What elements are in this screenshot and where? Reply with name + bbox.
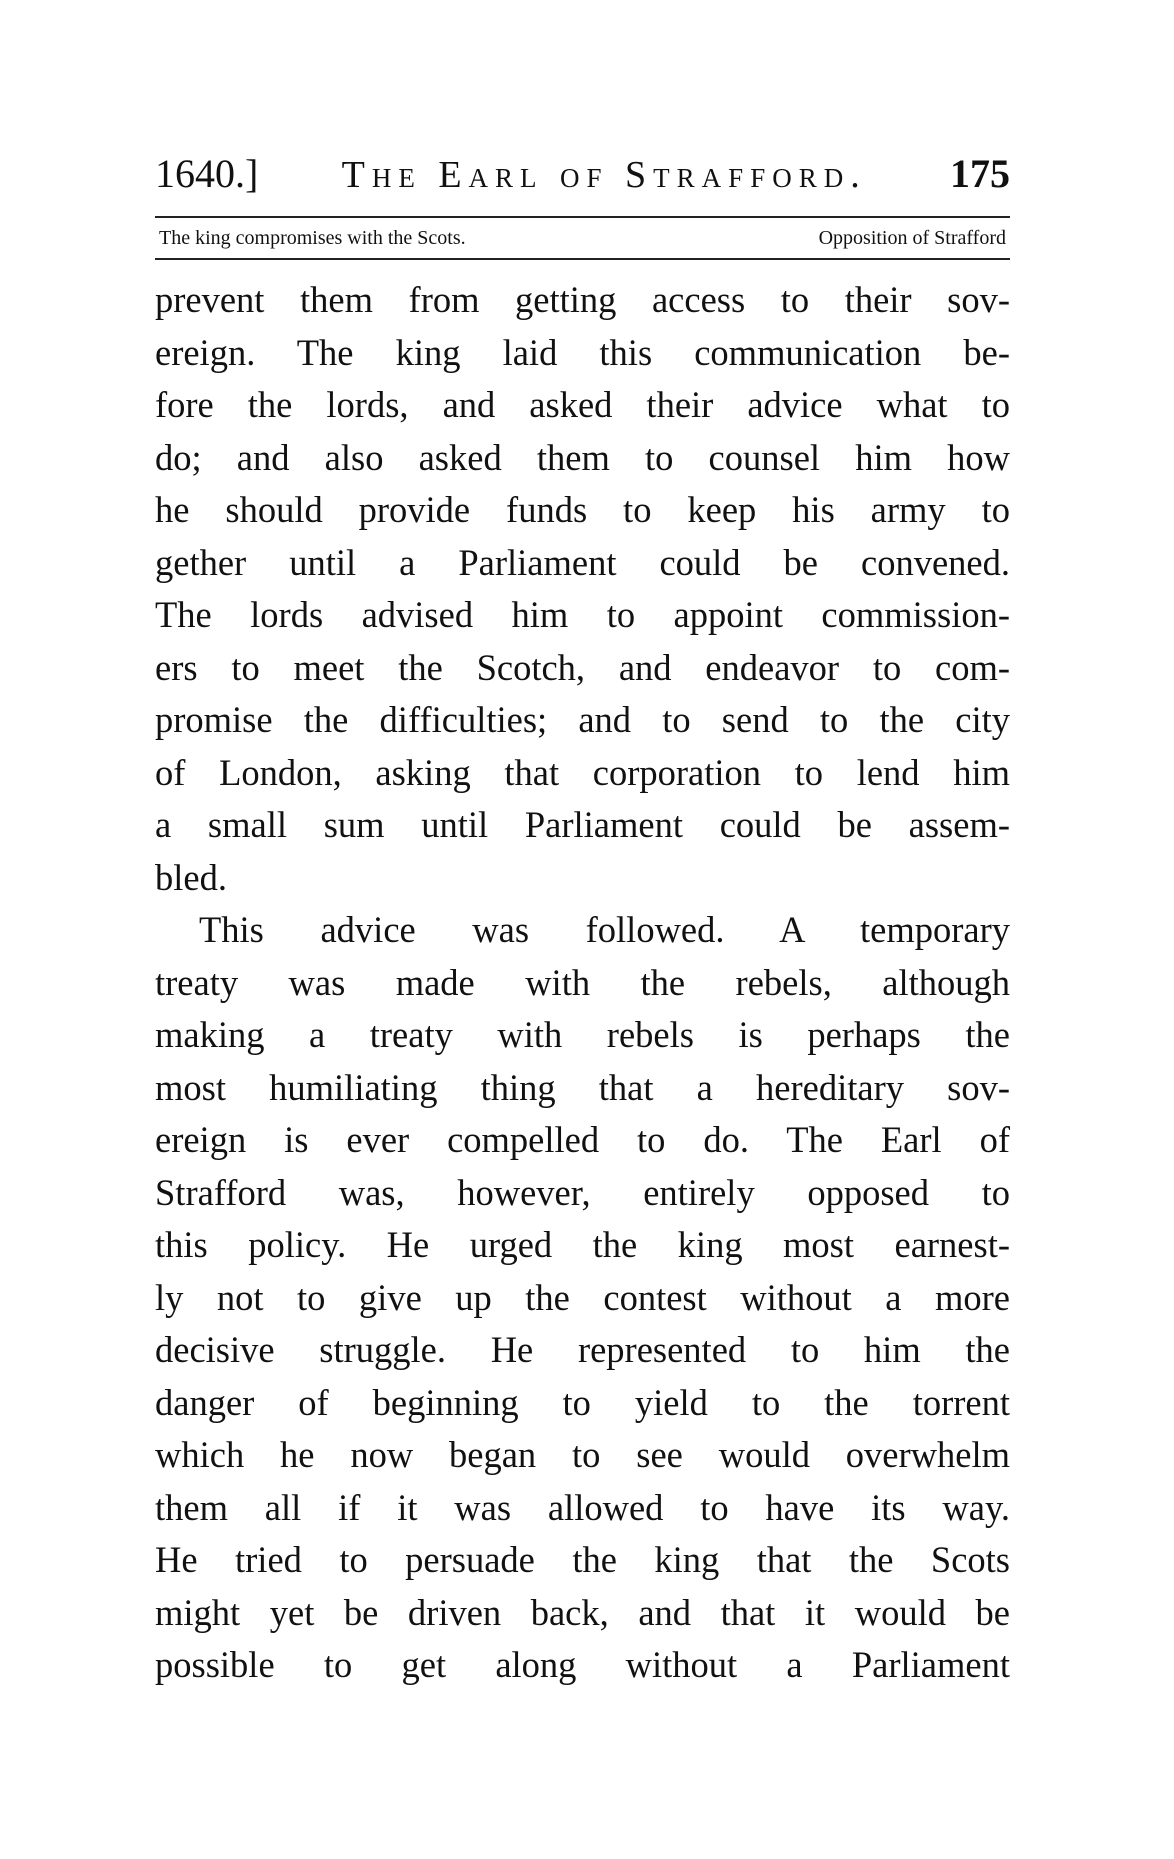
- text-line: possible to get along without a Parliament: [155, 1644, 1010, 1685]
- text-line: ereign. The king laid this communication be-: [155, 331, 1010, 373]
- text-line: which he now began to see would overwhelm: [155, 1434, 1010, 1475]
- paragraph-2: [155, 904, 1010, 1692]
- text-line: The lords advised him to appoint commission-: [155, 594, 1010, 635]
- subhead-left: The king compromises with the Scots.: [159, 226, 466, 249]
- book-page: [155, 150, 1010, 1692]
- text-line: prevent them from getting access to their sov-: [155, 279, 1010, 320]
- header-rule-bottom: [155, 258, 1010, 260]
- text-line: promise the difficulties; and to send to the city: [155, 699, 1010, 740]
- text-line: might yet be driven back, and that it would be: [155, 1591, 1010, 1633]
- running-head-year: 1640.]: [155, 151, 259, 196]
- text-line: a small sum until Parliament could be assem-: [155, 804, 1010, 845]
- text-line: He tried to persuade the king that the Scots: [155, 1539, 1010, 1580]
- text-line: Strafford was, however, entirely opposed to: [155, 1171, 1010, 1213]
- text-line: he should provide funds to keep his army to: [155, 489, 1010, 530]
- text-line: gether until a Parliament could be convened.: [155, 541, 1010, 583]
- text-line: them all if it was allowed to have its way.: [155, 1486, 1010, 1528]
- text-line: ereign is ever compelled to do. The Earl of: [155, 1119, 1010, 1160]
- text-line: fore the lords, and asked their advice what to: [155, 384, 1010, 425]
- text-line: decisive struggle. He represented to him the: [155, 1329, 1010, 1370]
- text-line: danger of beginning to yield to the torrent: [155, 1381, 1010, 1423]
- running-head-title: The Earl of Strafford.: [341, 154, 867, 196]
- text-line: of London, asking that corporation to lend him: [155, 751, 1010, 793]
- page-number: 175: [950, 151, 1010, 196]
- text-line: this policy. He urged the king most earnest-: [155, 1224, 1010, 1265]
- text-line: ly not to give up the contest without a more: [155, 1276, 1010, 1318]
- running-head: [155, 150, 1010, 208]
- paragraph-1: [155, 274, 1010, 904]
- text-line: treaty was made with the rebels, although: [155, 961, 1010, 1003]
- text-line: bled.: [155, 856, 227, 898]
- text-line: This advice was followed. A temporary: [199, 909, 1010, 950]
- text-line: do; and also asked them to counsel him how: [155, 436, 1010, 478]
- subhead-right: Opposition of Strafford: [818, 226, 1006, 249]
- text-line: making a treaty with rebels is perhaps the: [155, 1014, 1010, 1055]
- subhead-bar: [155, 218, 1010, 258]
- text-line: ers to meet the Scotch, and endeavor to com-: [155, 646, 1010, 688]
- body-text: [155, 274, 1010, 1692]
- text-line: most humiliating thing that a hereditary sov-: [155, 1066, 1010, 1108]
